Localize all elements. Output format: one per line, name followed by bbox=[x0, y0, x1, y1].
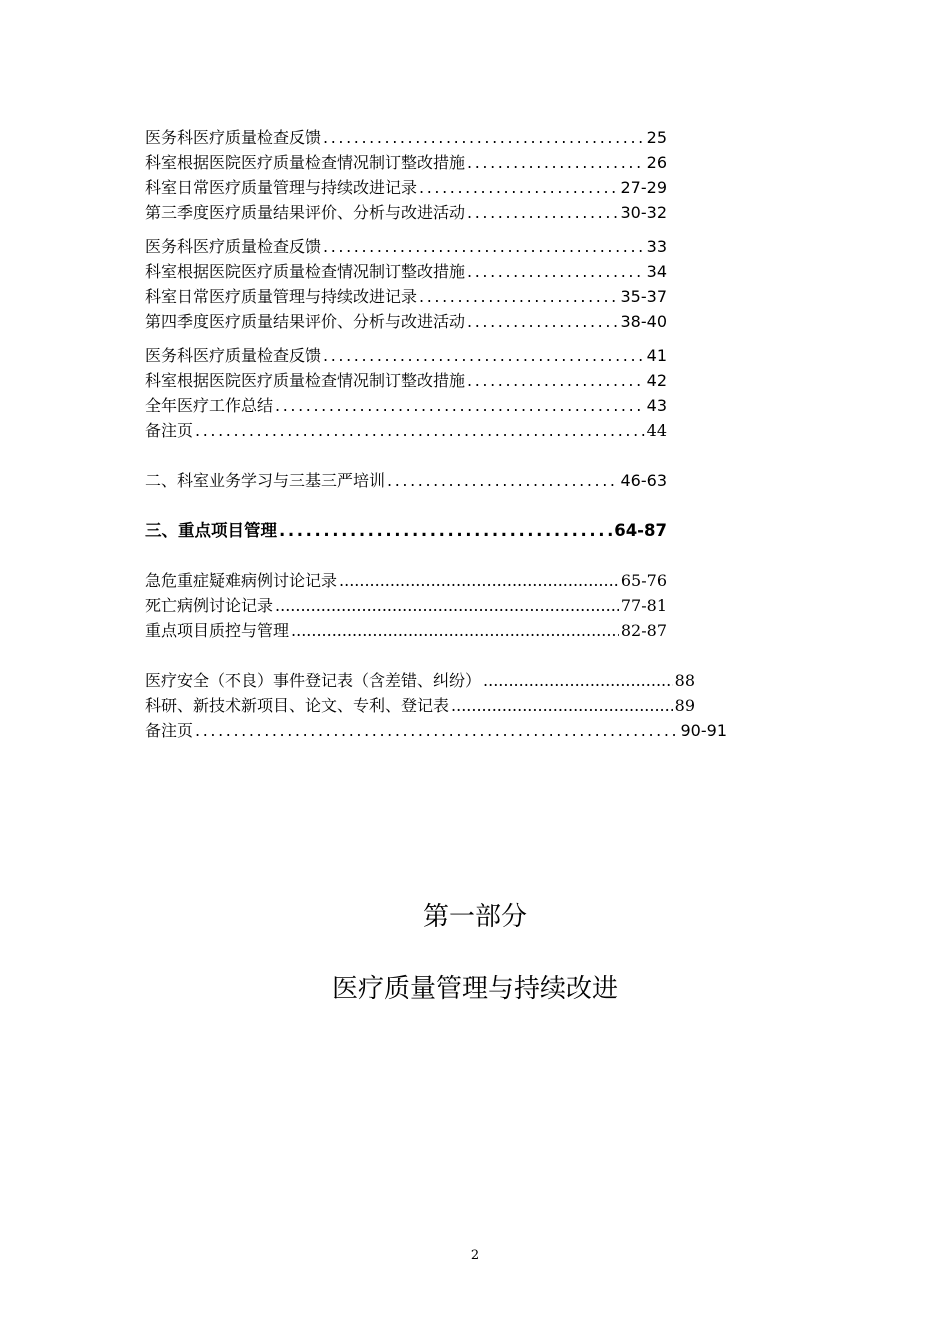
toc-entry-page: 25 bbox=[646, 128, 667, 147]
toc-entry-page: 42 bbox=[646, 371, 667, 390]
toc-leader-dots bbox=[323, 234, 645, 259]
toc-entry-title: 科室根据医院医疗质量检查情况制订整改措施 bbox=[145, 371, 466, 390]
toc-entry-title: 急危重症疑难病例讨论记录 bbox=[145, 571, 338, 590]
toc-entry[interactable] bbox=[145, 284, 667, 309]
toc-entry-page: 35-37 bbox=[620, 287, 667, 306]
toc-entry-title: 全年医疗工作总结 bbox=[145, 396, 274, 415]
toc-entry[interactable] bbox=[145, 718, 727, 743]
toc-entry[interactable] bbox=[145, 693, 695, 718]
toc-entry-page: 33 bbox=[646, 237, 667, 256]
toc-section-entry[interactable] bbox=[145, 518, 667, 543]
toc-entry-title: 科室根据医院医疗质量检查情况制订整改措施 bbox=[145, 153, 466, 172]
toc-section-page: 46-63 bbox=[620, 471, 667, 490]
table-of-contents bbox=[145, 125, 745, 743]
toc-entry-title: 医务科医疗质量检查反馈 bbox=[145, 237, 322, 256]
page-number: 2 bbox=[470, 1248, 480, 1263]
toc-entry[interactable] bbox=[145, 309, 667, 334]
toc-entry-page: 30-32 bbox=[620, 203, 667, 222]
toc-entry[interactable] bbox=[145, 343, 667, 368]
toc-entry[interactable] bbox=[145, 368, 667, 393]
part-title: 医疗质量管理与持续改进 bbox=[331, 974, 618, 1004]
toc-entry-page: 27-29 bbox=[620, 178, 667, 197]
toc-entry-title: 重点项目质控与管理 bbox=[145, 621, 290, 640]
toc-section-title: 二、科室业务学习与三基三严培训 bbox=[145, 471, 386, 490]
toc-entry-page: 65-76 bbox=[620, 571, 667, 590]
toc-entry-page: 26 bbox=[646, 153, 667, 172]
toc-entry[interactable] bbox=[145, 125, 667, 150]
toc-leader-dots bbox=[339, 568, 619, 593]
toc-leader-dots bbox=[387, 468, 618, 493]
toc-entry-page: 82-87 bbox=[620, 621, 667, 640]
toc-entry[interactable] bbox=[145, 393, 667, 418]
toc-entry-page: 77-81 bbox=[620, 596, 667, 615]
toc-section-entry[interactable] bbox=[145, 468, 667, 493]
toc-leader-dots bbox=[291, 618, 619, 643]
toc-entry-page: 34 bbox=[646, 262, 667, 281]
toc-entry-title: 科研、新技术新项目、论文、专利、登记表 bbox=[145, 696, 450, 715]
toc-leader-dots bbox=[275, 393, 645, 418]
toc-leader-dots bbox=[467, 309, 618, 334]
toc-leader-dots bbox=[323, 343, 645, 368]
toc-leader-dots bbox=[467, 200, 618, 225]
toc-entry-title: 备注页 bbox=[145, 421, 194, 440]
toc-leader-dots bbox=[275, 593, 619, 618]
toc-entry[interactable] bbox=[145, 150, 667, 175]
toc-entry-page: 43 bbox=[646, 396, 667, 415]
toc-entry[interactable] bbox=[145, 234, 667, 259]
toc-section-title: 三、重点项目管理 bbox=[145, 521, 277, 540]
toc-entry-title: 医疗安全（不良）事件登记表（含差错、纠纷） bbox=[145, 671, 482, 690]
toc-entry-title: 医务科医疗质量检查反馈 bbox=[145, 128, 322, 147]
toc-leader-dots bbox=[467, 150, 645, 175]
toc-entry-page: 44 bbox=[646, 421, 667, 440]
toc-entry-title: 科室日常医疗质量管理与持续改进记录 bbox=[145, 178, 418, 197]
toc-leader-dots bbox=[279, 518, 612, 543]
toc-leader-dots bbox=[467, 259, 645, 284]
toc-entry-page: 38-40 bbox=[620, 312, 667, 331]
toc-entry-page: 90-91 bbox=[680, 721, 727, 740]
toc-leader-dots bbox=[195, 418, 645, 443]
toc-entry-page: 88 bbox=[674, 671, 695, 690]
toc-leader-dots bbox=[419, 175, 618, 200]
toc-entry[interactable] bbox=[145, 618, 667, 643]
toc-entry-title: 备注页 bbox=[145, 721, 194, 740]
toc-entry-title: 第四季度医疗质量结果评价、分析与改进活动 bbox=[145, 312, 466, 331]
toc-entry-page: 41 bbox=[646, 346, 667, 365]
toc-leader-dots bbox=[483, 668, 673, 693]
toc-section-page: 64-87 bbox=[614, 521, 667, 540]
toc-leader-dots bbox=[467, 368, 645, 393]
toc-entry[interactable] bbox=[145, 259, 667, 284]
toc-entry[interactable] bbox=[145, 593, 667, 618]
toc-entry[interactable] bbox=[145, 418, 667, 443]
toc-leader-dots bbox=[451, 693, 673, 718]
toc-leader-dots bbox=[323, 125, 645, 150]
toc-entry-title: 死亡病例讨论记录 bbox=[145, 596, 274, 615]
toc-entry-page: 89 bbox=[674, 696, 695, 715]
part-label: 第一部分 bbox=[422, 902, 527, 932]
toc-entry[interactable] bbox=[145, 175, 667, 200]
toc-entry-title: 第三季度医疗质量结果评价、分析与改进活动 bbox=[145, 203, 466, 222]
toc-leader-dots bbox=[419, 284, 618, 309]
toc-entry-title: 科室根据医院医疗质量检查情况制订整改措施 bbox=[145, 262, 466, 281]
toc-entry-title: 科室日常医疗质量管理与持续改进记录 bbox=[145, 287, 418, 306]
toc-entry-title: 医务科医疗质量检查反馈 bbox=[145, 346, 322, 365]
toc-entry[interactable] bbox=[145, 568, 667, 593]
toc-entry[interactable] bbox=[145, 668, 695, 693]
toc-entry[interactable] bbox=[145, 200, 667, 225]
toc-leader-dots bbox=[195, 718, 678, 743]
